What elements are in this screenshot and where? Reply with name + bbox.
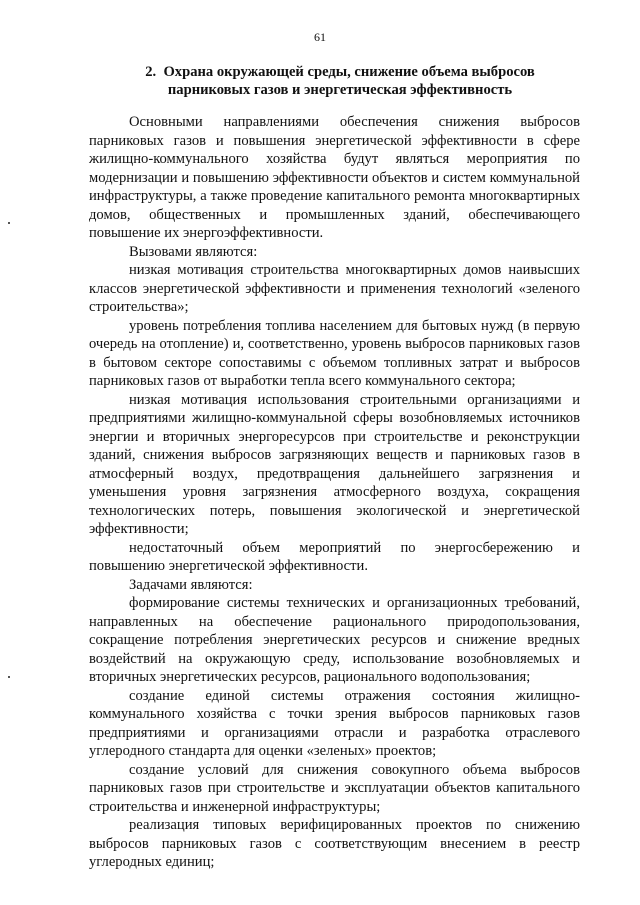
paragraph-intro: Основными направлениями обеспечения снижения выбросов парниковых газов и повышения энергетической эффективности в сфере жилищно-коммунального хозяйства будут являться мероприятия по модернизации и повышению эффективности объектов и систем коммунальной инфраструктуры, а также проведение капитального ремонта многоквартирных домов, общественных и промышленных зданий, обеспечивающего повышение их энергоэффективности. (89, 114, 580, 241)
paragraph-challenge-4: недостаточный объем мероприятий по энергосбережению и повышению энергетической эффективности. (89, 539, 580, 574)
scan-mark (8, 222, 10, 224)
scan-mark (8, 676, 10, 678)
section-title-text-1: Охрана окружающей среды, снижение объема выбросов (163, 64, 535, 80)
paragraph-task-1: формирование системы технических и организационных требований, направленных на обеспечение рационального природопользования, сокращение потребления энергетических ресурсов и снижение вредных воздействий на окружающую среду, использование возобновляемых и вторичных энергетических ресурсов, рационального водопользования; (89, 595, 580, 685)
section-title (100, 63, 580, 99)
paragraph-challenges-heading: Вызовами являются: (129, 243, 258, 260)
page-number: 61 (314, 30, 326, 44)
paragraph-tasks-heading: Задачами являются: (129, 576, 253, 593)
paragraph-challenge-2: уровень потребления топлива населением для бытовых нужд (в первую очередь на отопление) и, соответственно, уровень выбросов парниковых газов в бытовом секторе сопоставимы с объемом топливных затрат и выбросов парниковых газов от выработки тепла всего коммунального сектора; (89, 317, 580, 389)
paragraph-challenge-3: низкая мотивация использования строительными организациями и предприятиями жилищно-коммунальной сферы возобновляемых источников энергии и вторичных энергоресурсов при строительстве и реконструкции зданий, снижения выбросов загрязняющих веществ и парниковых газов в атмосферный воздух, предотвращения дальнейшего загрязнения и уменьшения уровня загрязнения атмосферного воздуха, сокращения технологических потерь, повышения экологической и энергетической эффективности; (89, 391, 580, 537)
section-number: 2. (145, 64, 157, 80)
body-text (89, 113, 580, 872)
paragraph-task-2: создание единой системы отражения состояния жилищно-коммунального хозяйства с точки зрения выбросов парниковых газов предприятиями и организациями отрасли и разработка отраслевого углеродного стандарта для оценки «зеленых» проектов; (89, 687, 580, 759)
paragraph-task-3: создание условий для снижения совокупного объема выбросов парниковых газов при строительстве и эксплуатации объектов капитального строительства и инженерной инфраструктуры; (89, 761, 580, 815)
section-title-line-2: парниковых газов и энергетическая эффективность (167, 82, 513, 98)
paragraph-task-4: реализация типовых верифицированных проектов по снижению выбросов парниковых газов с соответствующим внесением в реестр углеродных единиц; (89, 817, 580, 870)
section-title-line-1 (100, 63, 580, 81)
paragraph-challenge-1: низкая мотивация строительства многоквартирных домов наивысших классов энергетической эффективности и применения технологий «зеленого строительства»; (89, 262, 580, 315)
